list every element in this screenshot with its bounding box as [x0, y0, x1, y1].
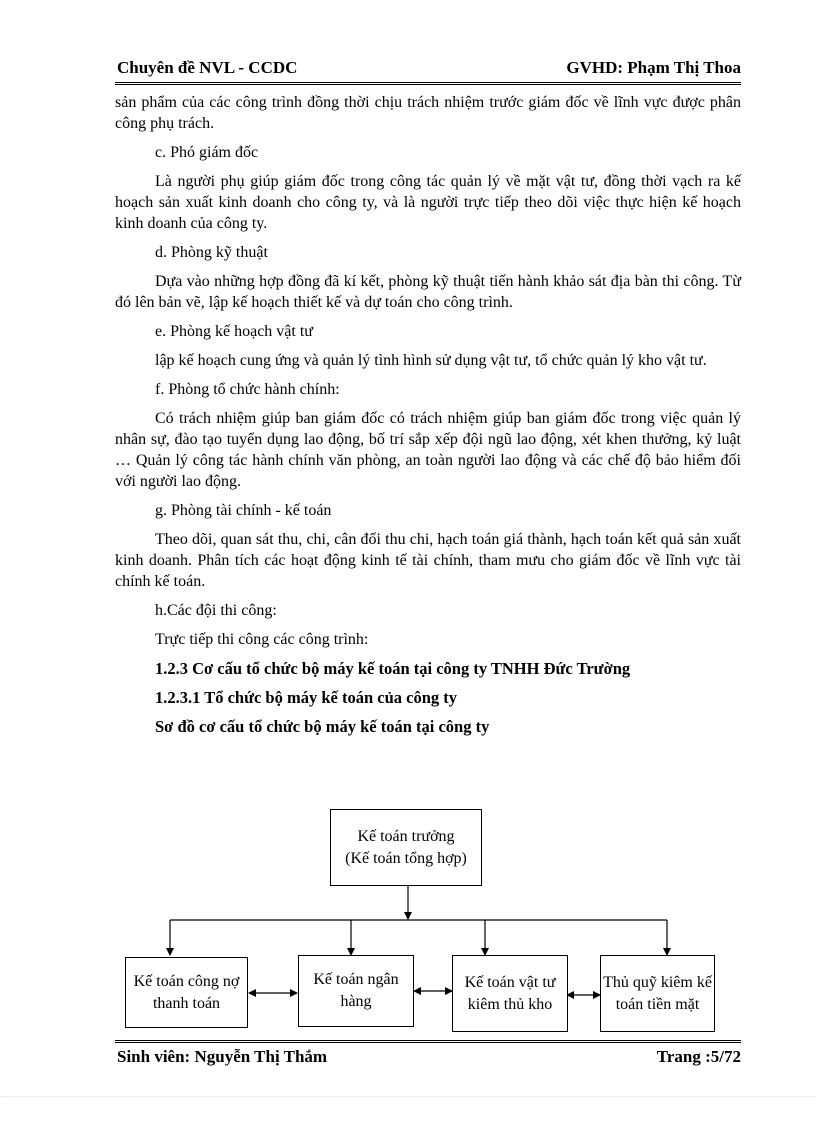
- box-bank-accountant: [298, 955, 414, 1027]
- paragraph: sản phẩm của các công trình đồng thời chịu trách nhiệm trước giám đốc về lĩnh vực được phân công phụ trách.: [115, 94, 741, 132]
- heading-1-2-3: 1.2.3 Cơ cấu tổ chức bộ máy kế toán tại công ty TNHH Đức Trường: [155, 659, 631, 678]
- section-title: h.Các đội thi công:: [155, 602, 277, 619]
- footer-page-number: Trang :5/72: [656, 1047, 741, 1066]
- header-doc-title: Chuyên đề NVL - CCDC: [117, 58, 298, 77]
- general-accountant-label: (Kế toán tổng hợp): [345, 849, 467, 867]
- section-title: d. Phòng kỹ thuật: [155, 244, 268, 261]
- paragraph: Theo dõi, quan sát thu, chi, cân đối thu chi, hạch toán giá thành, hạch toán kết quả sản xuất kinh doanh. Phân tích các hoạt động kinh tế tài chính, tham mưu cho giám đốc về lĩnh vực tài chính kế toán.: [115, 531, 741, 590]
- header-advisor: GVHD: Phạm Thị Thoa: [566, 58, 741, 77]
- paragraph: Là người phụ giúp giám đốc trong công tác quản lý về mặt vật tư, đồng thời vạch ra kế hoạch sản xuất kinh doanh cho công ty, và là người trực tiếp theo dõi việc thực hiện kế hoạch kinh doanh của công ty.: [115, 173, 741, 232]
- paragraph: Dựa vào những hợp đồng đã kí kết, phòng kỹ thuật tiến hành khảo sát địa bàn thi công. Từ đó lên bản vẽ, lập kế hoạch thiết kế và dự toán cho công trình.: [115, 273, 741, 311]
- page-edge: [0, 1096, 816, 1097]
- box-materials-warehouse-accountant: [452, 955, 568, 1032]
- chief-accountant-box: [330, 809, 482, 886]
- box-debt-payment-accountant: [125, 957, 248, 1028]
- paragraph: Trực tiếp thi công các công trình:: [155, 631, 369, 648]
- box-label: Kế toán vật tư kiêm thủ kho: [464, 973, 556, 1013]
- footer-student: Sinh viên: Nguyễn Thị Thắm: [117, 1047, 328, 1066]
- paragraph: lập kế hoạch cung ứng và quản lý tình hình sử dụng vật tư, tổ chức quản lý kho vật tư.: [155, 352, 707, 369]
- footer-rule: [115, 1040, 741, 1043]
- box-cashier-accountant: [600, 955, 715, 1032]
- box-label: Thủ quỹ kiêm kế toán tiền mặt: [603, 973, 712, 1013]
- box-label: Kế toán ngân hàng: [313, 971, 399, 1010]
- chief-accountant-label: Kế toán trưởng: [357, 827, 455, 845]
- heading-1-2-3-1: 1.2.3.1 Tổ chức bộ máy kế toán của công ty: [155, 688, 458, 707]
- paragraph: Có trách nhiệm giúp ban giám đốc có trách nhiệm giúp ban giám đốc trong việc quản lý nhân sự, đào tạo tuyển dụng lao động, bố trí sắp xếp đội ngũ lao động, xét khen thưởng, kỷ luật … Quản lý công tác hành chính văn phòng, an toàn người lao động và các chế độ bảo hiểm đối với người lao động.: [115, 410, 741, 490]
- section-title: c. Phó giám đốc: [155, 144, 259, 161]
- section-title: g. Phòng tài chính - kế toán: [155, 502, 332, 519]
- diagram-title: Sơ đồ cơ cấu tổ chức bộ máy kế toán tại công ty: [155, 717, 490, 736]
- section-title: f. Phòng tổ chức hành chính:: [155, 381, 340, 398]
- section-title: e. Phòng kế hoạch vật tư: [155, 323, 313, 340]
- box-label: Kế toán công nợ thanh toán: [133, 972, 240, 1012]
